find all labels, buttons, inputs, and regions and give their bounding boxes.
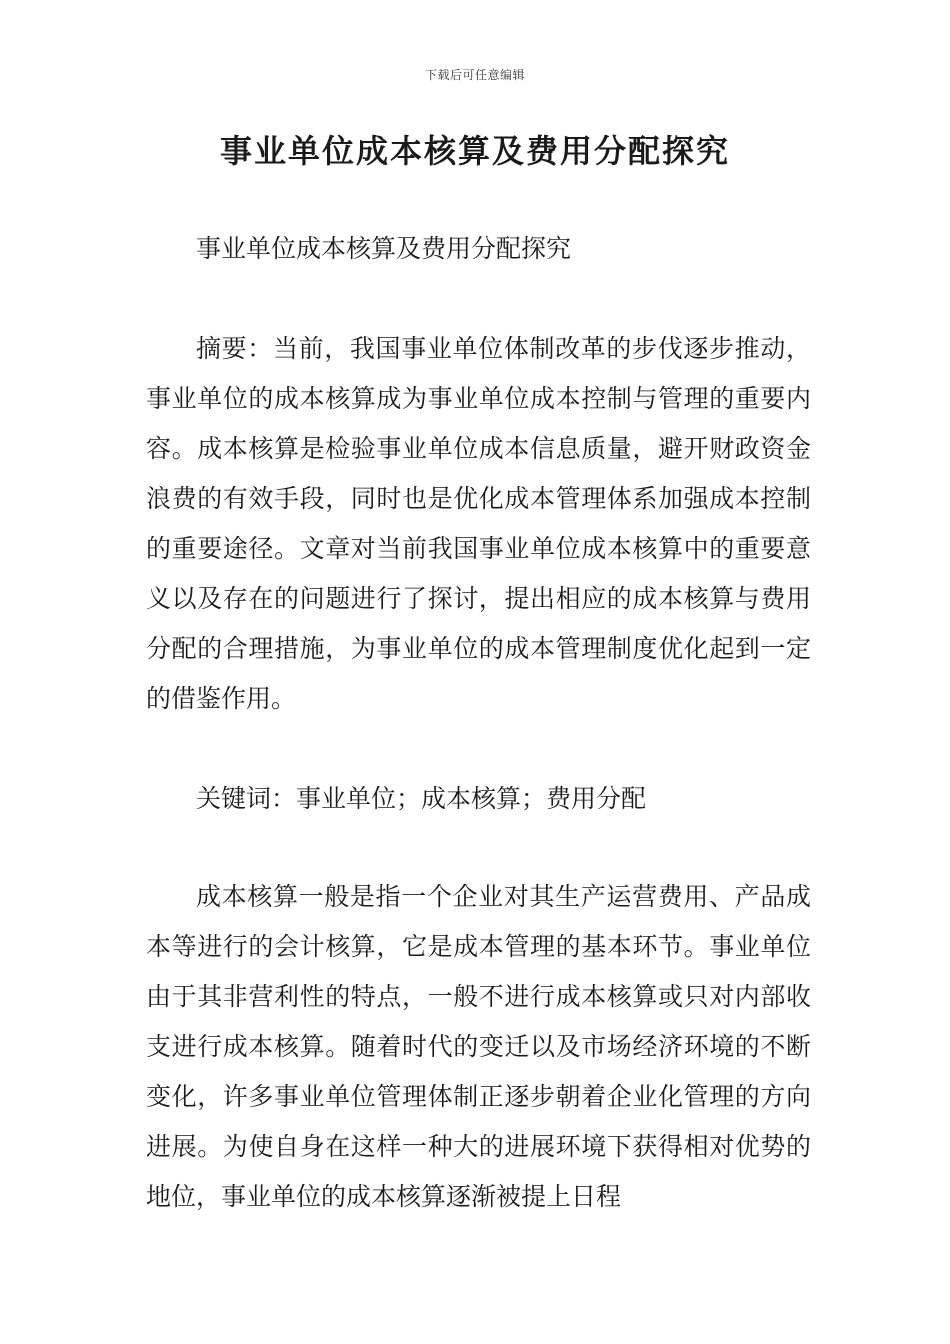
abstract-paragraph: 摘要：当前，我国事业单位体制改革的步伐逐步推动，事业单位的成本核算成为事业单位成本控制与管理的重要内容。成本核算是检验事业单位成本信息质量，避开财政资金浪费的有效手段，同时也是优化成本管理体系加强成本控制的重要途径。文章对当前我国事业单位成本核算中的重要意义以及存在的问题进行了探讨，提出相应的成本核算与费用分配的合理措施，为事业单位的成本管理制度优化起到一定的借鉴作用。 bbox=[146, 334, 811, 713]
document-subtitle: 事业单位成本核算及费用分配探究 bbox=[196, 234, 572, 263]
download-note: 下载后可任意编辑 bbox=[424, 68, 525, 82]
document-title: 事业单位成本核算及费用分配探究 bbox=[219, 132, 730, 170]
body-paragraph: 成本核算一般是指一个企业对其生产运营费用、产品成本等进行的会计核算，它是成本管理的基本环节。事业单位由于其非营利性的特点，一般不进行成本核算或只对内部收支进行成本核算。随着时代的变迁以及市场经济环境的不断变化，许多事业单位管理体制正逐步朝着企业化管理的方向进展。为使自身在这样一种大的进展环境下获得相对优势的地位，事业单位的成本核算逐渐被提上日程 bbox=[146, 882, 811, 1211]
keywords-line: 关键词：事业单位；成本核算；费用分配 bbox=[196, 784, 647, 813]
